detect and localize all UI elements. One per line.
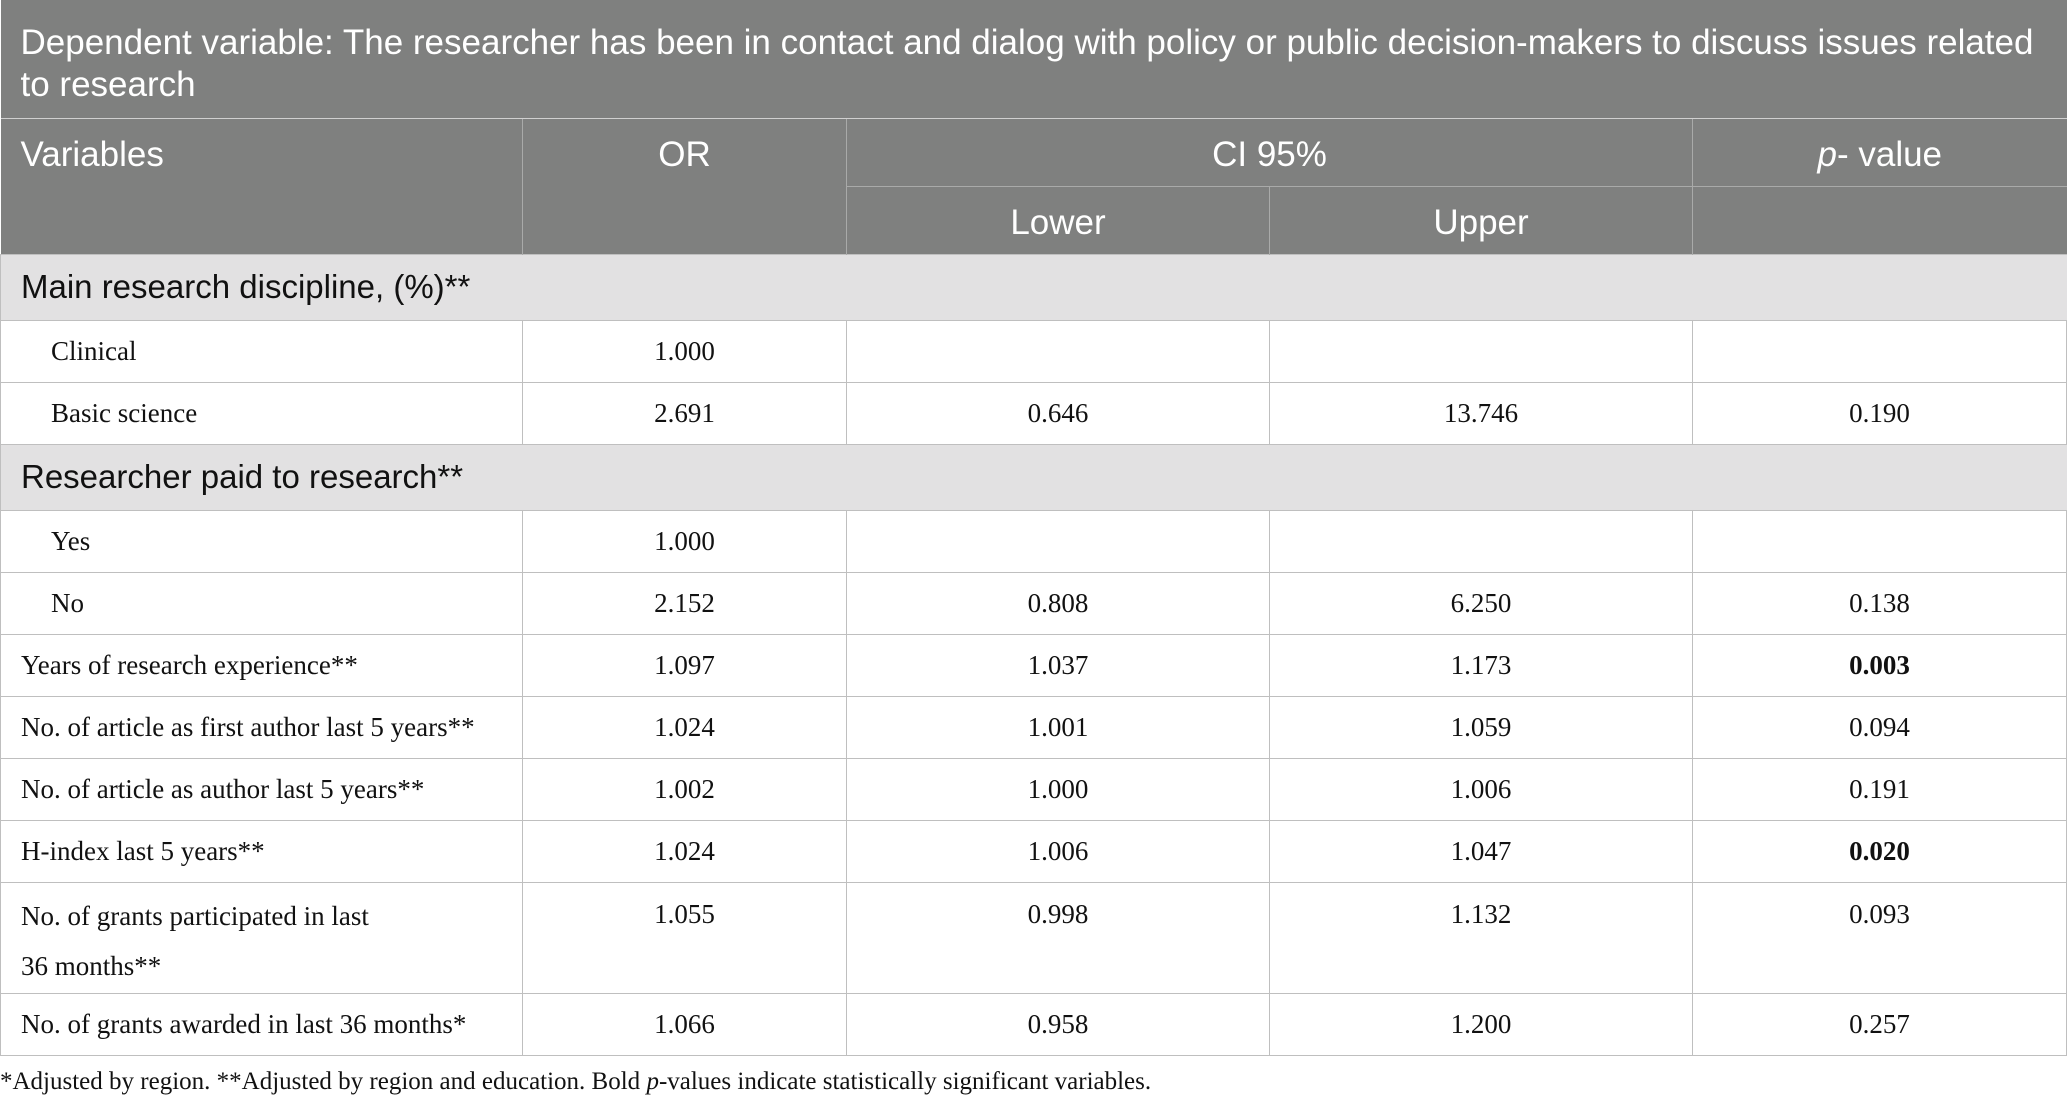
cell-or: 2.152 (523, 572, 847, 634)
cell-or: 1.024 (523, 696, 847, 758)
header-lower: Lower (847, 186, 1270, 254)
table-row (1, 320, 2067, 382)
cell-lower: 1.006 (847, 820, 1270, 882)
cell-upper: 13.746 (1270, 382, 1693, 444)
header-p-empty (1693, 186, 2067, 254)
cell-p (1693, 510, 2067, 572)
header-p-italic: p (1817, 134, 1837, 174)
cell-lower (847, 510, 1270, 572)
table-title: Dependent variable: The researcher has been in contact and dialog with policy or public decision-makers to discuss issues related to research (1, 0, 2067, 118)
cell-or: 1.055 (523, 882, 847, 993)
table-row (1, 993, 2067, 1055)
cell-p: 0.190 (1693, 382, 2067, 444)
cell-p (1693, 320, 2067, 382)
cell-or: 2.691 (523, 382, 847, 444)
cell-upper: 6.250 (1270, 572, 1693, 634)
cell-or: 1.002 (523, 758, 847, 820)
footnote-part2: -values indicate statistically significant variables. (658, 1068, 1152, 1095)
header-ci: CI 95% (847, 118, 1693, 186)
table-row (1, 382, 2067, 444)
table-row (1, 758, 2067, 820)
table-row (1, 572, 2067, 634)
table-row (1, 634, 2067, 696)
cell-upper: 1.059 (1270, 696, 1693, 758)
cell-p: 0.257 (1693, 993, 2067, 1055)
cell-p: 0.093 (1693, 882, 2067, 993)
cell-p: 0.094 (1693, 696, 2067, 758)
header-p-rest: - value (1836, 134, 1943, 174)
row-label-line2: 36 months** (21, 950, 162, 981)
row-label: No. of grants awarded in last 36 months* (1, 993, 523, 1055)
row-label: Clinical (1, 320, 523, 382)
cell-lower: 0.808 (847, 572, 1270, 634)
cell-lower: 1.037 (847, 634, 1270, 696)
section-label-paid: Researcher paid to research** (1, 444, 2067, 510)
cell-upper (1270, 510, 1693, 572)
row-label: H-index last 5 years** (1, 820, 523, 882)
cell-lower (847, 320, 1270, 382)
cell-upper: 1.006 (1270, 758, 1693, 820)
cell-upper: 1.173 (1270, 634, 1693, 696)
cell-upper: 1.047 (1270, 820, 1693, 882)
cell-p: 0.138 (1693, 572, 2067, 634)
row-label: Yes (1, 510, 523, 572)
header-upper: Upper (1270, 186, 1693, 254)
table-row (1, 820, 2067, 882)
header-variables: Variables (1, 118, 523, 254)
table-row (1, 696, 2067, 758)
cell-p: 0.191 (1693, 758, 2067, 820)
row-label: No. of article as author last 5 years** (1, 758, 523, 820)
cell-lower: 0.958 (847, 993, 1270, 1055)
header-or: OR (523, 118, 847, 254)
cell-lower: 0.998 (847, 882, 1270, 993)
cell-lower: 0.646 (847, 382, 1270, 444)
cell-upper (1270, 320, 1693, 382)
cell-upper: 1.132 (1270, 882, 1693, 993)
row-label: Years of research experience** (1, 634, 523, 696)
footnote-part1: *Adjusted by region. **Adjusted by region and education. Bold (0, 1068, 647, 1095)
table-row (1, 510, 2067, 572)
cell-lower: 1.001 (847, 696, 1270, 758)
cell-p-significant: 0.020 (1693, 820, 2067, 882)
header-p-value (1693, 118, 2067, 186)
row-label-line1: No. of grants participated in last (21, 900, 369, 931)
cell-or: 1.000 (523, 510, 847, 572)
table-footnote (0, 1068, 1151, 1096)
table-row (1, 882, 2067, 993)
cell-lower: 1.000 (847, 758, 1270, 820)
row-label: Basic science (1, 382, 523, 444)
row-label (1, 882, 523, 993)
cell-p-significant: 0.003 (1693, 634, 2067, 696)
row-label: No. of article as first author last 5 years** (1, 696, 523, 758)
cell-upper: 1.200 (1270, 993, 1693, 1055)
cell-or: 1.097 (523, 634, 847, 696)
row-label: No (1, 572, 523, 634)
footnote-p-italic: p (646, 1068, 659, 1095)
section-label-discipline: Main research discipline, (%)** (1, 254, 2067, 320)
cell-or: 1.024 (523, 820, 847, 882)
cell-or: 1.066 (523, 993, 847, 1055)
cell-or: 1.000 (523, 320, 847, 382)
